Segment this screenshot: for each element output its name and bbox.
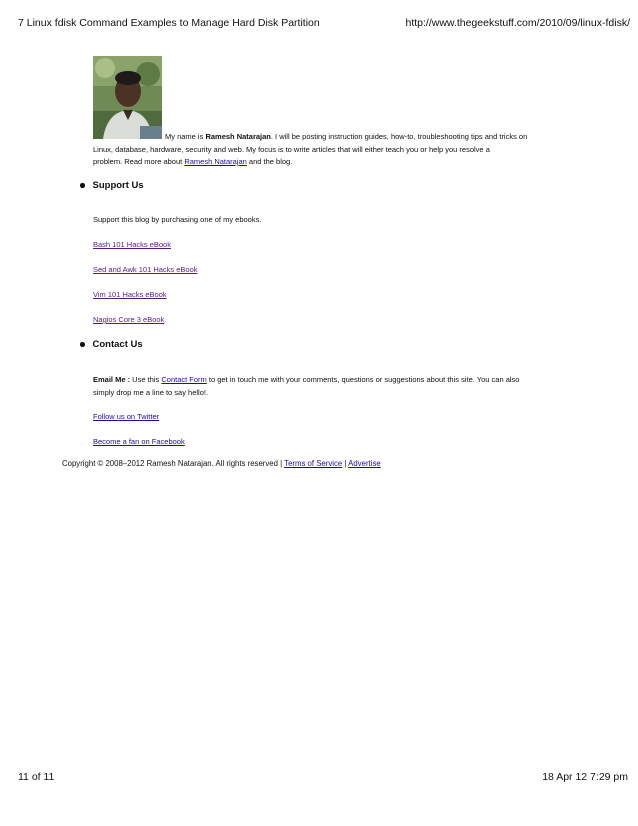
contact-text-1: Use this xyxy=(130,375,162,384)
copyright xyxy=(62,459,381,468)
page-url: http://www.thegeekstuff.com/2010/09/linux-fdisk/ xyxy=(405,17,630,29)
author-bio xyxy=(93,131,585,169)
facebook-link[interactable]: Become a fan on Facebook xyxy=(93,437,185,446)
terms-link[interactable]: Terms of Service xyxy=(284,459,343,468)
bio-text-3: problem. Read more about xyxy=(93,157,185,166)
bio-intro: My name is xyxy=(165,132,206,141)
bullet-icon xyxy=(80,342,85,347)
sed-awk-ebook-link[interactable]: Sed and Awk 101 Hacks eBook xyxy=(93,265,198,274)
contact-text xyxy=(93,374,585,399)
email-label: Email Me : xyxy=(93,375,131,384)
author-name: Ramesh Natarajan xyxy=(205,132,271,141)
contact-form-link[interactable]: Contact Form xyxy=(161,375,207,384)
support-heading-text: Support Us xyxy=(92,180,144,191)
copyright-separator: | xyxy=(342,459,349,468)
support-heading xyxy=(80,180,144,191)
support-intro: Support this blog by purchasing one of my ebooks. xyxy=(93,215,262,224)
bullet-icon xyxy=(80,183,85,188)
print-datetime: 18 Apr 12 7:29 pm xyxy=(542,771,628,783)
bio-text-2: Linux, database, hardware, security and web. My focus is to write articles that will either teach you or help you resolve a xyxy=(93,144,490,154)
advertise-link[interactable]: Advertise xyxy=(348,459,381,468)
contact-heading-text: Contact Us xyxy=(92,339,143,350)
contact-text-2: to get in touch me with your comments, questions or suggestions about this site. You can also xyxy=(206,375,520,384)
author-link[interactable]: Ramesh Natarajan xyxy=(184,157,247,166)
twitter-link[interactable]: Follow us on Twitter xyxy=(93,412,160,421)
bio-text-1: . I will be posting instruction guides, how-to, troubleshooting tips and tricks on xyxy=(270,132,528,141)
copyright-text: Copyright © 2008–2012 Ramesh Natarajan. All rights reserved | xyxy=(62,459,285,468)
author-photo xyxy=(93,56,162,139)
bash-ebook-link[interactable]: Bash 101 Hacks eBook xyxy=(93,240,171,249)
contact-text-3: simply drop me a line to say hello!. xyxy=(93,387,209,397)
vim-ebook-link[interactable]: Vim 101 Hacks eBook xyxy=(93,290,167,299)
contact-heading xyxy=(80,339,143,350)
nagios-ebook-link[interactable]: Nagios Core 3 eBook xyxy=(93,315,165,324)
page-title: 7 Linux fdisk Command Examples to Manage Hard Disk Partition xyxy=(18,17,320,29)
bio-text-4: and the blog. xyxy=(246,157,293,166)
page-number: 11 of 11 xyxy=(18,771,55,783)
